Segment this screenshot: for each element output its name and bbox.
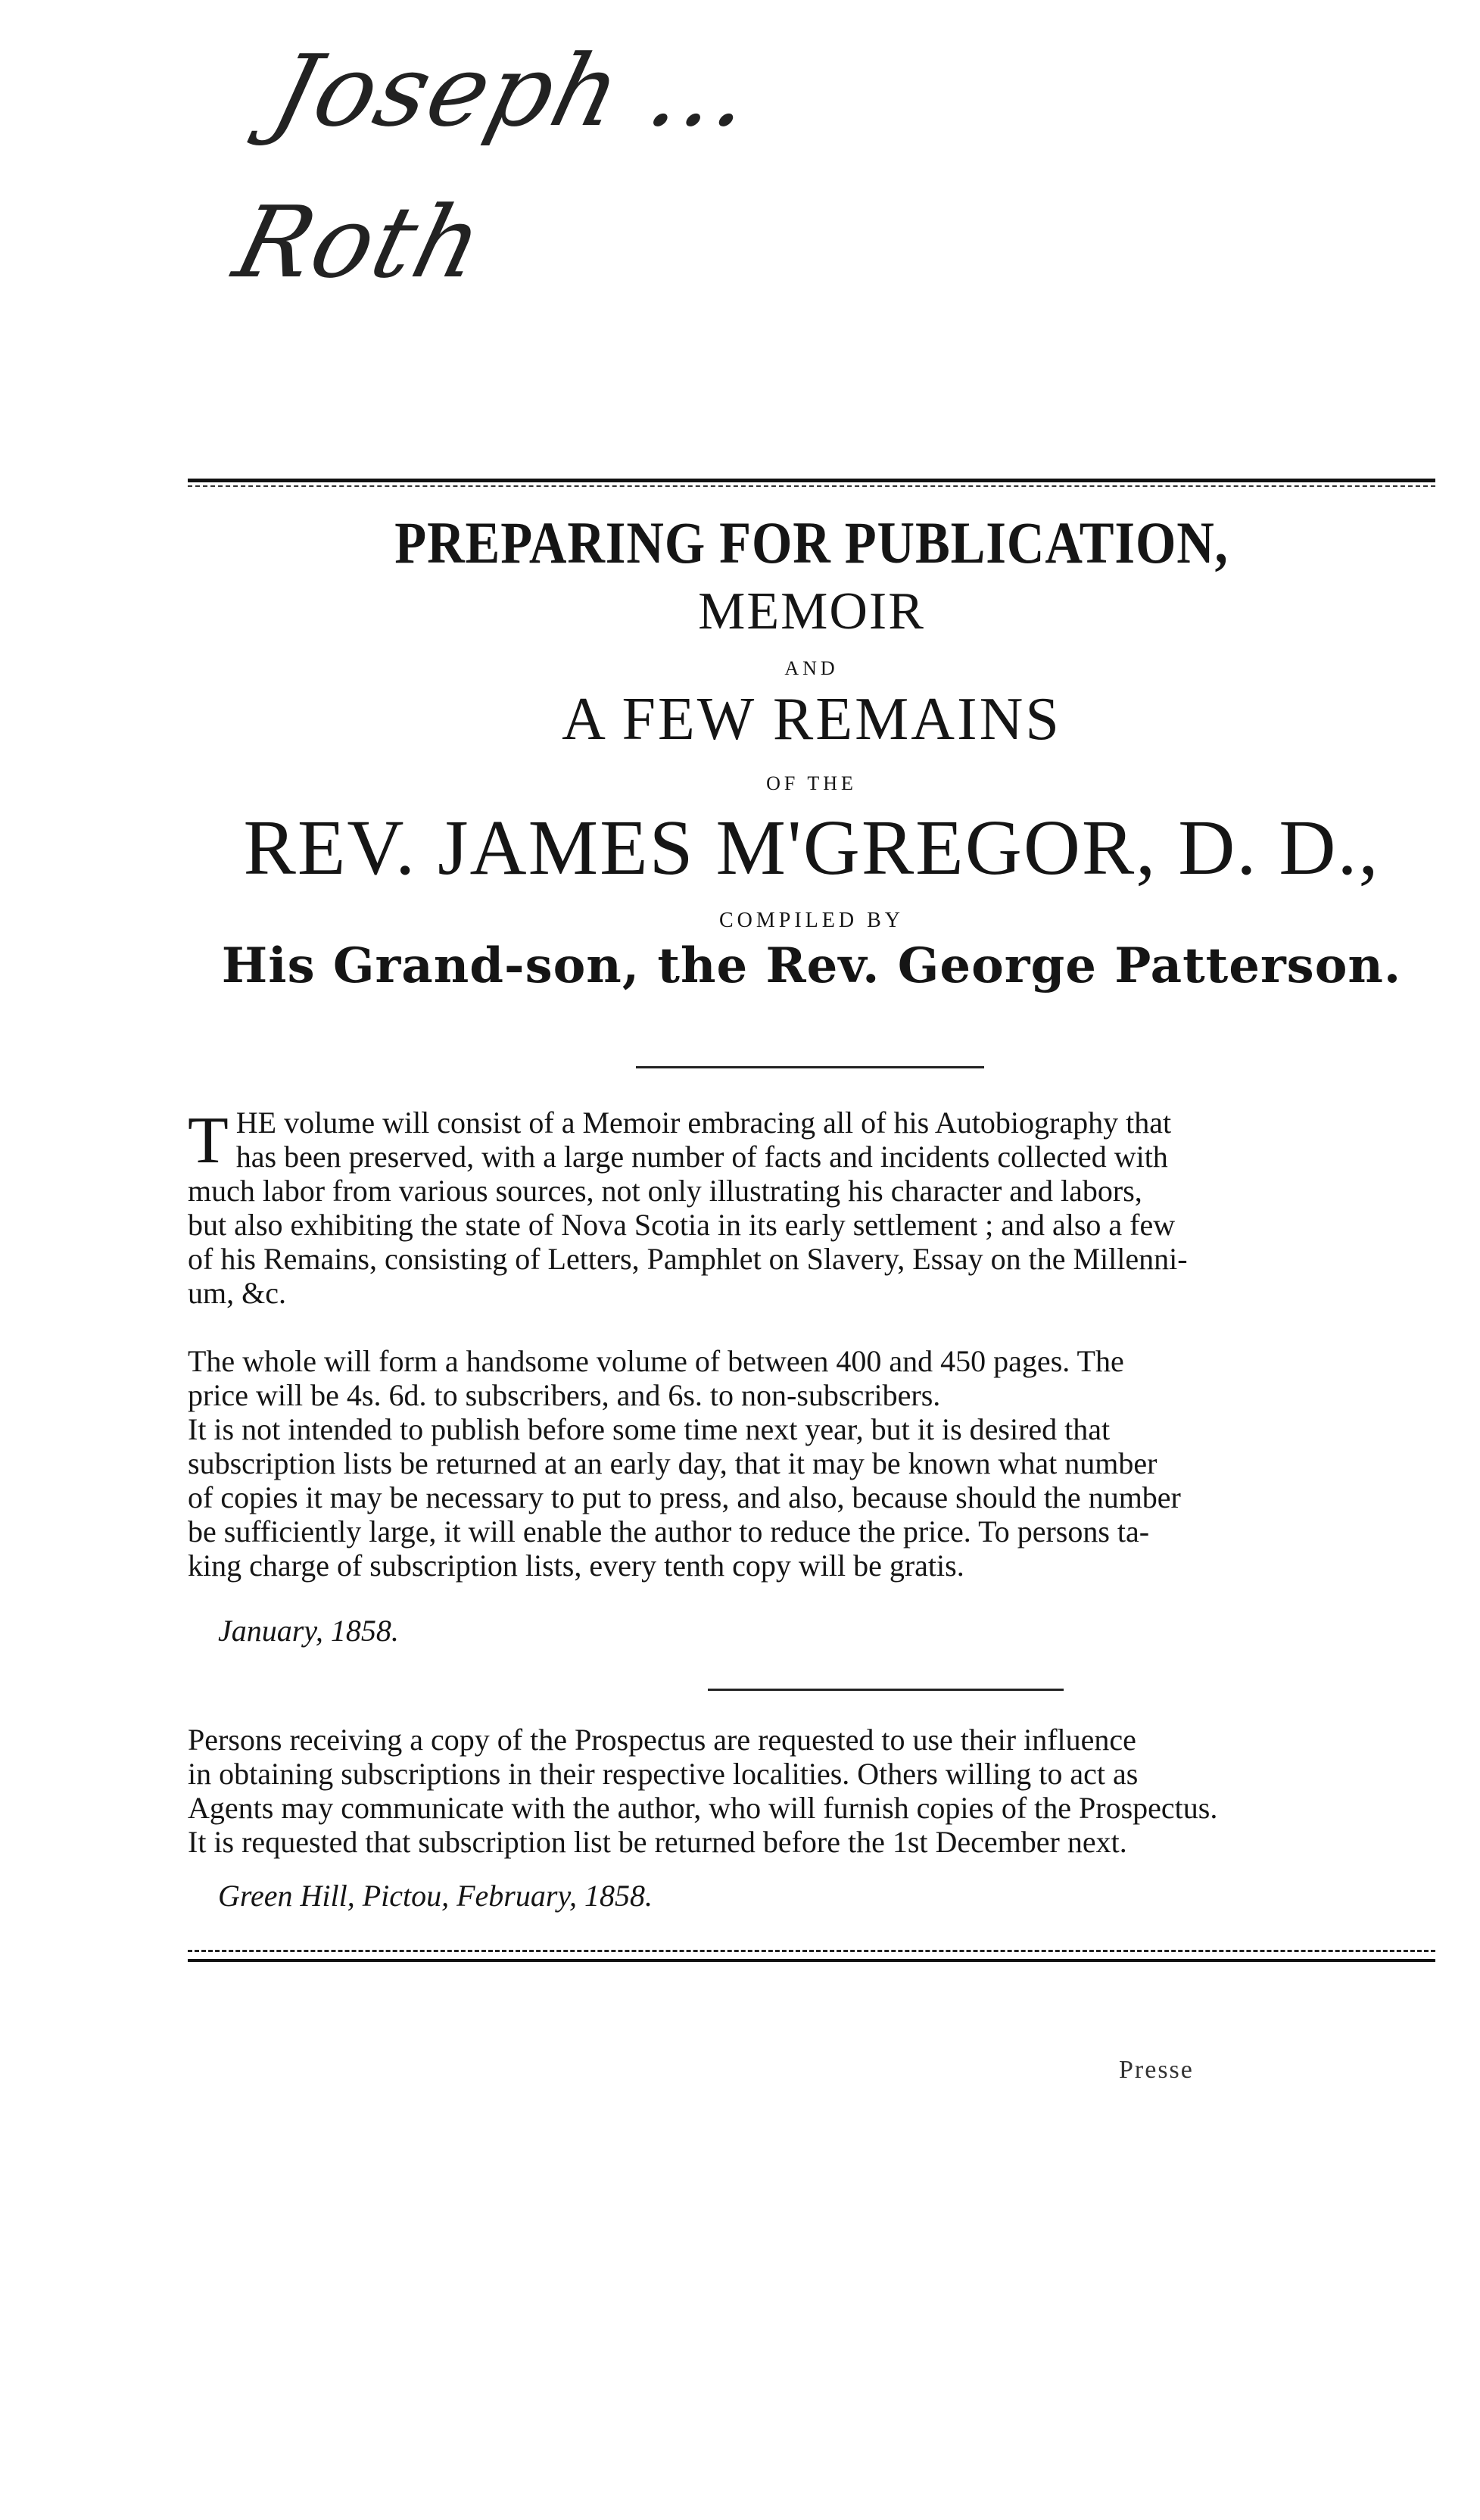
- handwritten-signature: [224, 15, 848, 300]
- heading-compiler: His Grand-son, the Rev. George Patterson.: [221, 937, 1402, 994]
- bottom-border-rule: [188, 1950, 1435, 1964]
- heading-compiled-by: COMPILED BY: [718, 909, 904, 932]
- paragraph-price: The whole will form a handsome volume of between 400 and 450 pages. The price will be 4s. 6d. to subscribers, and 6s. to non-subscribers.: [188, 1344, 1124, 1412]
- divider-rule: [708, 1689, 1064, 1691]
- date-january: January, 1858.: [218, 1614, 399, 1648]
- heading-of-the: OF THE: [766, 772, 857, 794]
- paragraph-subscription: It is not intended to publish before some time next year, but it is desired that subscription lists be returned at an early day, that it may be known what number of copies it may be necessary to put to press, and also, because should the number be sufficiently large, it will enable the author to reduce the price. To persons ta- king charge of subscription lists, every tenth copy will be gratis.: [188, 1412, 1181, 1583]
- heading-few-remains: A FEW REMAINS: [562, 686, 1061, 753]
- heading-name: REV. JAMES M'GREGOR, D. D.,: [243, 804, 1380, 891]
- divider-rule: [636, 1066, 984, 1068]
- date-place: Green Hill, Pictou, February, 1858.: [218, 1879, 653, 1913]
- heading-memoir: MEMOIR: [698, 582, 925, 641]
- top-border-rule: [188, 479, 1435, 493]
- printer-imprint: Presse: [1119, 2056, 1194, 2084]
- paragraph-agents: Persons receiving a copy of the Prospectus are requested to use their influence in obtaining subscriptions in their respective localities. Others willing to act as Agents may communicate with the author, who will furnish copies of the Prospectus. It is requested that subscription list be returned before the 1st December next.: [188, 1723, 1218, 1859]
- paragraph-description: THE volume will consist of a Memoir embracing all of his Autobiography that has been preserved, with a large number of facts and incidents collected with much labor from various sources, not only illustrating his character and labors, but also exhibiting the state of Nova Scotia in its early settlement ; and also a few of his Remains, consisting of Letters, Pamphlet on Slavery, Essay on the Millenni- um, &c.: [188, 1104, 1188, 1310]
- signature-text: Joseph ... Roth: [224, 33, 765, 300]
- heading-and: AND: [784, 657, 839, 679]
- heading-preparing: PREPARING FOR PUBLICATION,: [394, 510, 1229, 575]
